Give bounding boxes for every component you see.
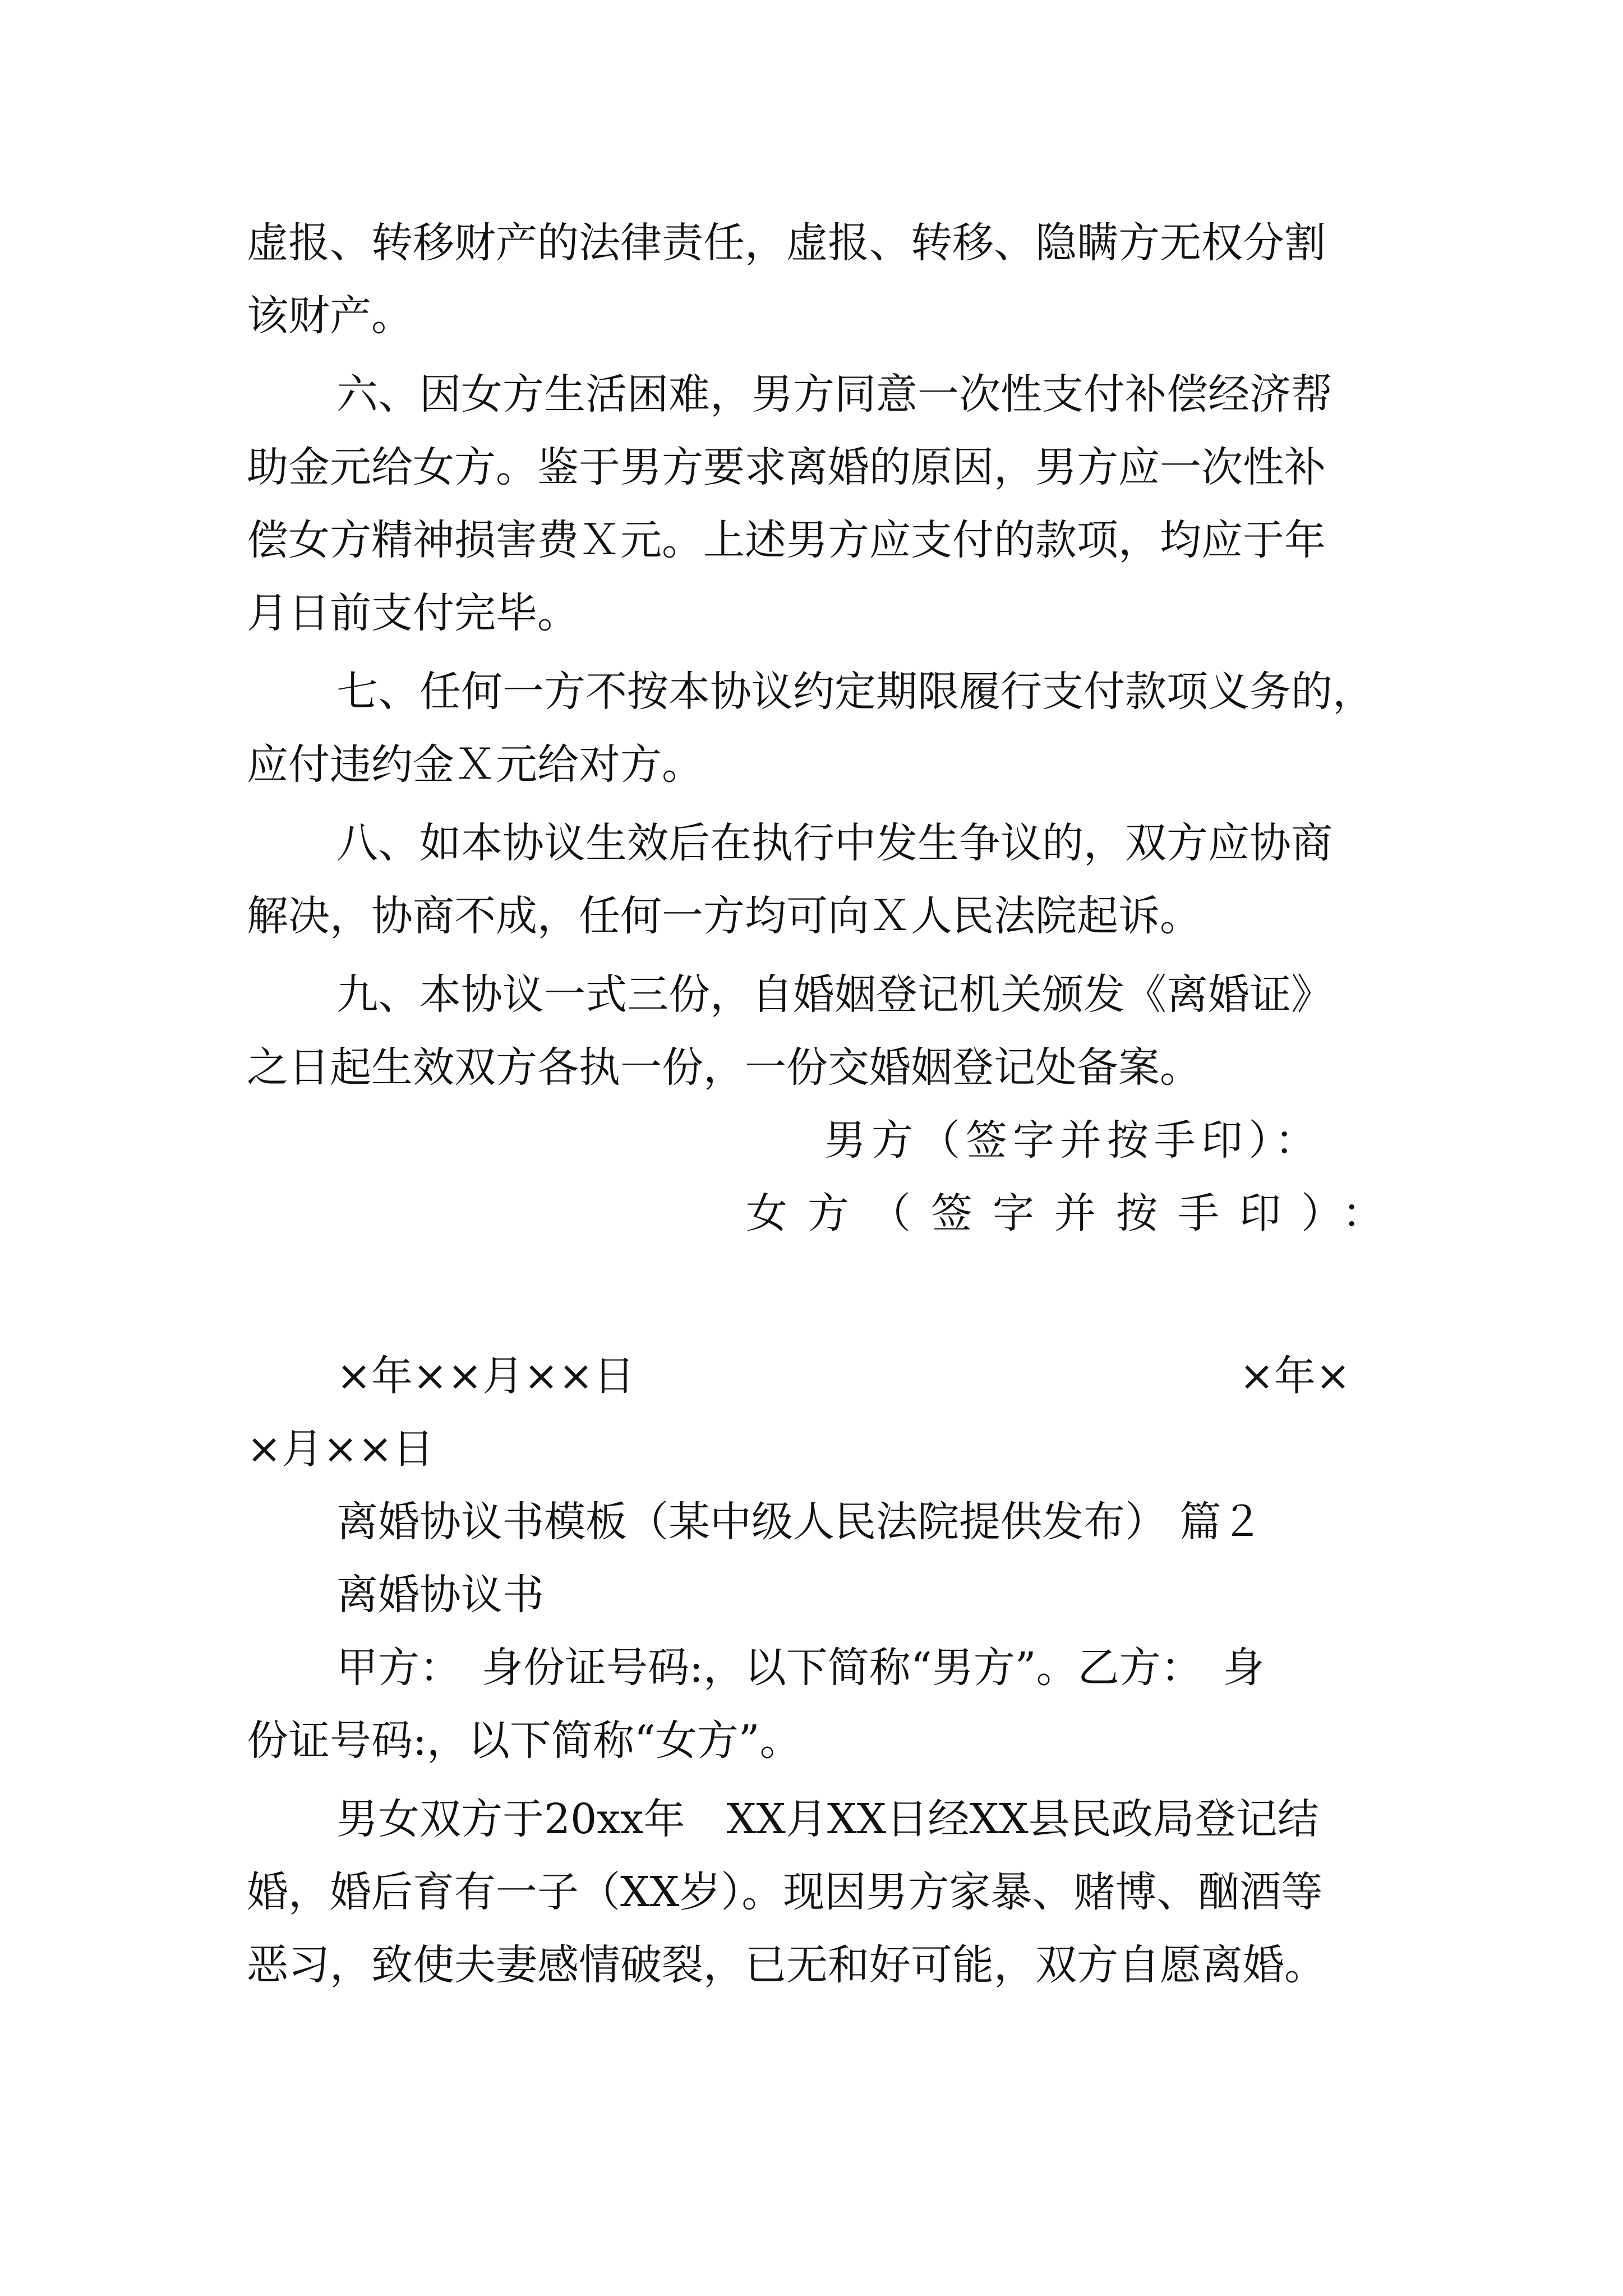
text-line: 助金元给女方。鉴于男方要求离婚的原因，男方应一次性补 (247, 443, 1326, 491)
date-left: ×年××月××日 (336, 1352, 635, 1400)
text-line: 之日起生效双方各执一份，一份交婚姻登记处备案。 (247, 1043, 1201, 1092)
marriage-paragraph-start: 男女双方于20xx年 XX月XX日经XX县民政局登记结 (336, 1795, 1319, 1843)
male-signature-line: 男方（签字并按手印）： (824, 1116, 1322, 1165)
agreement-title: 离婚协议书 (336, 1571, 544, 1619)
text-line: 解决，协商不成，任何一方均可向Ｘ人民法院起诉。 (247, 892, 1201, 940)
text-line: 月日前支付完毕。 (247, 589, 579, 637)
text-line: 份证号码:，以下简称“女方”。 (247, 1717, 801, 1765)
section-heading: 离婚协议书模板（某中级人民法院提供发布） 篇２ (336, 1498, 1263, 1546)
text-line: 婚，婚后育有一子（XX岁）。现因男方家暴、赌博、酗酒等 (247, 1868, 1323, 1916)
text-line: 虚报、转移财产的法律责任，虚报、转移、隐瞒方无权分割 (247, 219, 1326, 267)
female-signature-line: 女方（签字并按手印）： (746, 1189, 1404, 1237)
date-right: ×年× (1239, 1352, 1351, 1400)
text-line: 该财产。 (247, 292, 413, 340)
paragraph-six-start: 六、因女方生活困难，男方同意一次性支付补偿经济帮 (336, 370, 1332, 418)
text-line: 恶习，致使夫妻感情破裂，已无和好可能，双方自愿离婚。 (247, 1941, 1326, 1989)
party-info-line: 甲方： 身份证号码:，以下简称“男方”。乙方： 身 (336, 1644, 1265, 1692)
date-continuation: ×月××日 (247, 1425, 435, 1473)
text-line: 应付违约金Ｘ元给对方。 (247, 740, 703, 789)
paragraph-seven-start: 七、任何一方不按本协议约定期限履行支付款项义务的， (336, 668, 1374, 716)
text-line: 偿女方精神损害费Ｘ元。上述男方应支付的款项，均应于年 (247, 516, 1326, 564)
paragraph-nine-start: 九、本协议一式三份，自婚姻登记机关颁发《离婚证》 (336, 970, 1332, 1019)
paragraph-eight-start: 八、如本协议生效后在执行中发生争议的，双方应协商 (336, 819, 1332, 867)
